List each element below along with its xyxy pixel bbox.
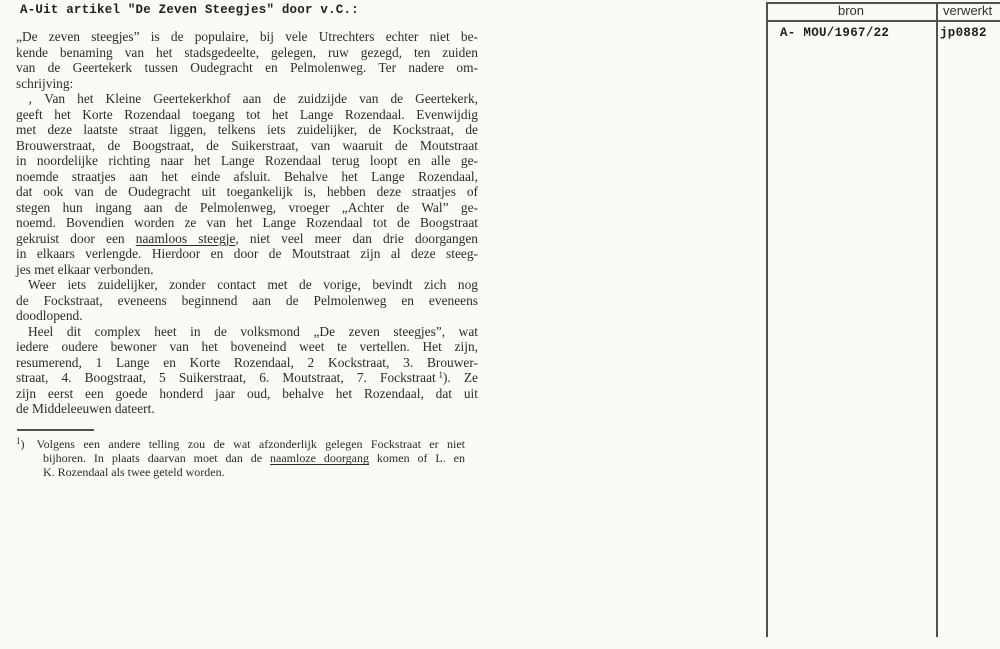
- text-line: [16, 76, 478, 92]
- text-segment: zijn eerst een goede honderd jaar oud, behalve het Rozendaal, dat uit: [16, 385, 478, 401]
- text-segment: noemd. Bovendien worden ze van het Lange Rozendaal tot de Boogstraat: [16, 215, 478, 230]
- text-line: [16, 122, 478, 138]
- text-line: [16, 45, 478, 61]
- text-line: [16, 200, 478, 216]
- text-segment: noemde straatjes aan het einde afsluit. Behalve het Lange Rozendaal,: [16, 168, 478, 184]
- text-line: [16, 293, 478, 309]
- text-line: [16, 29, 478, 45]
- text-line: [16, 308, 478, 324]
- text-line: [16, 436, 465, 451]
- text-segment: ): [20, 437, 37, 451]
- text-segment: de Fockstraat, eveneens beginnend aan de Pelmolenweg en eveneens: [16, 292, 478, 308]
- text-line: [16, 169, 478, 185]
- footnote-lines: [16, 437, 465, 480]
- text-segment: K. Rozendaal als twee geteld worden.: [43, 465, 225, 480]
- text-segment: bijhoren. In plaats daarvan moet dan de: [43, 451, 271, 466]
- text-line: [16, 370, 478, 386]
- text-segment: de Middeleeuwen dateert.: [16, 401, 155, 416]
- text-segment: gekruist door een: [16, 230, 136, 246]
- text-segment: in noordelijke richting naar het Lange Rozendaal terug loopt en alle ge-: [16, 153, 478, 168]
- text-line: [16, 215, 478, 231]
- table-header-bron: bron: [837, 3, 865, 18]
- text-segment: stegen hun ingang aan de Pelmolenweg, vroeger „Achter de Wal” ge-: [16, 199, 478, 215]
- text-line: [43, 451, 465, 465]
- text-segment: Brouwerstraat, de Boogstraat, de Suikerstraat, van waaruit de Moutstraat: [16, 137, 478, 153]
- text-line: [16, 324, 478, 340]
- footnote: [16, 437, 465, 480]
- text-segment: met deze laatste straat liggen, telkens iets zuidelijker, de Kockstraat, de: [16, 122, 478, 137]
- text-line: [16, 277, 478, 293]
- table-vertical-line-left: [766, 2, 768, 637]
- article-body: [16, 29, 478, 417]
- footnote-reference: 1: [438, 370, 443, 380]
- text-segment: kende benaming van het stadsgedeelte, gelegen, ruw gezegd, ten zuiden: [16, 44, 478, 60]
- text-line: [16, 153, 478, 169]
- text-line: [16, 231, 478, 247]
- typed-source-note: A-Uit artikel "De Zeven Steegjes" door v.C.:: [20, 3, 359, 17]
- table-cell-bron: A- MOU/1967/22: [780, 26, 890, 40]
- table-header-verwerkt: verwerkt: [943, 3, 993, 18]
- text-line: [16, 246, 478, 262]
- text-line: [16, 386, 478, 402]
- underlined-phrase: naamloos steegje: [135, 230, 236, 246]
- text-segment: ). Ze: [442, 370, 478, 385]
- text-line: [16, 91, 478, 107]
- text-line: [16, 138, 478, 154]
- text-line: [16, 107, 478, 123]
- text-segment: Weer iets zuidelijker, zonder contact met de vorige, bevindt zich nog: [28, 277, 478, 292]
- table-cell-verwerkt: jp0882: [940, 26, 987, 40]
- text-segment: „De zeven steegjes” is de populaire, bij vele Utrechters echter niet be-: [16, 29, 478, 44]
- underlined-phrase: naamloze doorgang: [270, 451, 370, 466]
- text-segment: Volgens een andere telling zou de wat afzonderlijk gelegen Fockstraat er niet: [36, 437, 465, 451]
- text-segment: resumerend, 1 Lange en Korte Rozendaal, 2 Kockstraat, 3. Brouwer-: [16, 354, 478, 370]
- text-segment: , niet veel meer dan drie doorgangen: [235, 230, 478, 246]
- text-line: [16, 339, 478, 355]
- text-line: [16, 262, 478, 278]
- text-segment: dat ook van de Oudegracht uit toegankelijk is, hebben deze straatjes of: [16, 184, 478, 199]
- text-segment: straat, 4. Boogstraat, 5 Suikerstraat, 6. Moutstraat, 7. Fockstraat: [16, 370, 439, 385]
- text-segment: iedere oudere bewoner van het boveneind weet te vertellen. Het zijn,: [16, 339, 478, 354]
- table-header-border: [766, 20, 1000, 22]
- text-segment: in elkaars verlengde. Hierdoor en door de Moutstraat zijn al deze steeg-: [16, 246, 478, 261]
- text-line: [16, 401, 478, 417]
- text-line: [16, 60, 478, 76]
- footnote-reference: 1: [16, 436, 21, 446]
- footnote-separator-rule: [17, 429, 94, 431]
- text-segment: jes met elkaar verbonden.: [16, 261, 154, 277]
- text-segment: komen of L. en: [369, 451, 465, 466]
- text-line: [16, 355, 478, 371]
- text-segment: Heel dit complex heet in de volksmond „De zeven steegjes”, wat: [28, 323, 478, 339]
- text-segment: ‚ Van het Kleine Geertekerkhof aan de zuidzijde van de Geertekerk,: [28, 91, 478, 106]
- text-line: [43, 465, 465, 479]
- text-segment: geeft het Korte Rozendaal toegang tot het Lange Rozendaal. Evenwijdig: [16, 106, 478, 122]
- table-vertical-line-right: [936, 2, 938, 637]
- text-segment: van de Geertekerk tussen Oudegracht en Pelmolenweg. Ter nadere om-: [16, 60, 478, 75]
- text-line: [16, 184, 478, 200]
- text-segment: doodlopend.: [16, 308, 83, 323]
- text-segment: schrijving:: [16, 75, 74, 91]
